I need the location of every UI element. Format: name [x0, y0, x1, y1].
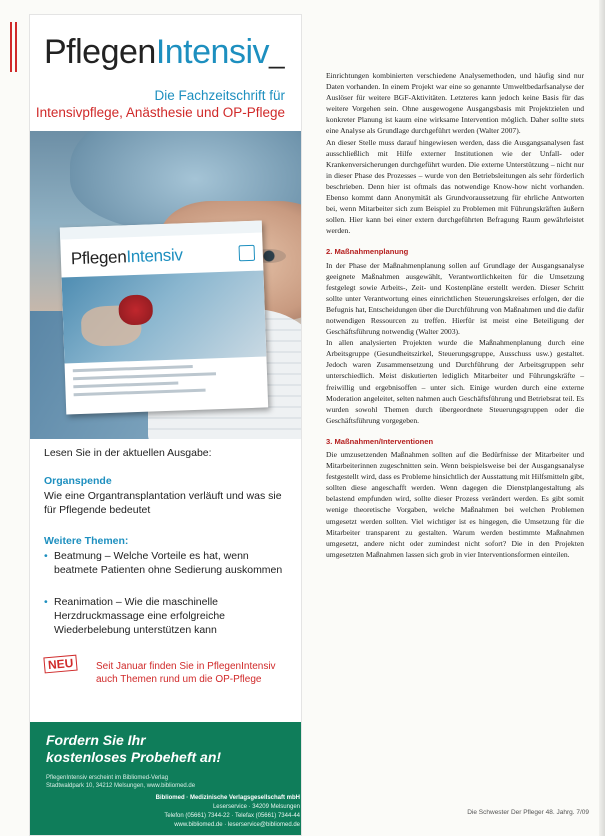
tagline-line1: Die Fachzeitschrift für — [154, 88, 285, 103]
advertisement — [29, 14, 302, 836]
footer-title-line2: kostenloses Probeheft an! — [46, 749, 222, 765]
margin-mark — [15, 22, 17, 72]
footer-contact — [100, 794, 300, 830]
heart-illustration — [118, 294, 153, 325]
footer-contact-address: Leserservice · 34209 Melsungen — [212, 804, 300, 810]
magazine-logo-icon — [239, 245, 256, 262]
article-paragraph: Einrichtungen kombinierten verschiedene Analysemethoden, und häufig sind nur Daten vorhanden. In einem Projekt war eine so genannte Umweltbedarfsanalyse der Auslöser für weitere BGF-Aktivitäten. Letzteres kann jedoch keine Basis für das weitere Vorgehen sein. Ohne ausgewogene Ausgangsbasis mit Projektzielen und konkreter Planung ist kaum eine wirksame Intervention möglich. Daher sollte stets eine Analyse als Grundlage durchgeführt werden (Walter 2007). — [326, 71, 584, 136]
article-paragraph: Die umzusetzenden Maßnahmen sollten auf die Bedürfnisse der Mitarbeiter und Mitarbeiterinnen zugeschnitten sein. Wenn beispielsweise bei der Ausgangsanalyse festgestellt wird, dass es Probleme hinsichtlich der Ausstattung mit Hilfsmitteln gibt, sollten diese angeschafft werden. Wenn dagegen die Dienstplangestaltung als belastend empfunden wird, sollte dieser Prozess verändert werden. Es gibt somit wenige theoretische Vorgaben, welche Maßnahmen bei welchen Problemen umgesetzt werden sollten. Viel wichtiger ist es hingegen, die Umsetzung für die Mitarbeiter transparent zu gestalten. Warum werden bestimmte Maßnahmen umgesetzt, andere nicht oder zumindest nicht sofort? Die in den Projekten umgesetzten Maßnahmen lassen sich grob in vier Interventionsformen einteilen. — [326, 450, 584, 559]
brand-part1: Pflegen — [44, 33, 156, 71]
magazine-text-lines — [73, 364, 224, 401]
new-badge: NEU — [43, 655, 78, 674]
footer-small-line1: PflegenIntensiv erscheint im Bibliomed-Verlag — [46, 775, 169, 781]
magazine-cover — [60, 221, 268, 415]
footer-title — [46, 732, 221, 766]
footer-contact-company: Bibliomed · Medizinische Verlagsgesellschaft mbH — [155, 795, 300, 801]
article-paragraph: In der Phase der Maßnahmenplanung sollen auf Grundlage der Ausgangsanalyse geeignete Maßnahmen ausgewählt, Verantwortlichkeiten für die Umsetzung festgelegt sowie Arbeits-, Zeit- und Kostenpläne erstellt werden. Dieser Schritt sollte unter Verantwortung eines einrichtlichen Steuerungskreises erfolgen, der die Befugnis hat, Entscheidungen über die Durchführung von Maßnahmen und die dafür notwendigen Ressourcen zu treffen. Hierfür ist meist eine Beteiligung der Geschäftsführung notwendig (Walter 2003). — [326, 260, 584, 337]
magazine-brand-part1: Pflegen — [70, 247, 127, 269]
new-notice — [44, 656, 294, 700]
footer-contact-phone: Telefon (05661) 7344-22 · Telefax (05661) 7344-44 — [164, 813, 300, 819]
footer-publisher — [46, 774, 195, 790]
footer-title-line1: Fordern Sie Ihr — [46, 732, 146, 748]
footer-contact-web: www.bibliomed.de · leserservice@bibliomed.de — [174, 822, 300, 828]
section-title-organspende: Organspende — [44, 475, 112, 487]
brand-part2: Intensiv — [155, 33, 270, 71]
section-heading-massnahmenplanung: 2. Maßnahmenplanung — [326, 247, 409, 257]
magazine-brand-part2: Intensiv — [126, 245, 183, 267]
brand-part3: _ — [269, 38, 285, 69]
magazine-brand — [71, 245, 183, 269]
ad-body — [44, 447, 294, 655]
section-text-organspende: Wie eine Organtransplantation verläuft und was sie für Pflegende bedeutet — [44, 490, 282, 516]
margin-mark — [10, 22, 12, 72]
topic-bullet: • Beatmung – Welche Vorteile es hat, wenn beatmete Patienten ohne Sedierung auskommen — [44, 550, 283, 576]
ad-lead: Lesen Sie in der aktuellen Ausgabe: — [44, 447, 212, 459]
page-info: Die Schwester Der Pfleger 48. Jahrg. 7/09 — [467, 809, 589, 816]
section-title-weitere-themen: Weitere Themen: — [44, 535, 129, 547]
ad-header — [30, 15, 302, 131]
article-paragraph: An dieser Stelle muss darauf hingewiesen werden, dass die Ausgangsanalysen fast ausschließlich mit Hilfe externer Institutionen wie der Unfall- oder Krankenversicherungen durchgeführt wurden. Die externe Unterstützung – nicht nur in dieser Phase des Prozesses – wurde von den Betriebsleitungen als sehr förderlich beschrieben. Denn hier ist oftmals das notwendige Know-how nicht vorhanden. Ebenso kommt dann Anonymität als Grundvoraussetzung für ehrliche Antworten bei, wenn Mitarbeiter sich zum Beispiel zu Problemen mit Führungskräften äußern sollen. Hier kann bei einer extern durchgeführten Befragung Raum gewährleistet werden. — [326, 137, 584, 236]
topic-bullet-text: Reanimation – Wie die maschinelle Herzdruckmassage eine erfolgreiche Wiederbelebung unterstützen kann — [54, 596, 225, 636]
topic-bullet-text: Beatmung – Welche Vorteile es hat, wenn beatmete Patienten ohne Sedierung auskommen — [54, 550, 283, 576]
article-column — [326, 70, 584, 560]
topic-bullet: • Reanimation – Wie die maschinelle Herzdruckmassage eine erfolgreiche Wiederbelebung unterstützen kann — [44, 596, 225, 636]
tagline — [36, 87, 285, 121]
tagline-line2: Intensivpflege, Anästhesie und OP-Pflege — [35, 105, 285, 120]
ad-footer — [30, 722, 302, 836]
page-edge — [599, 0, 605, 836]
brand-logo — [44, 35, 284, 69]
new-notice-text: Seit Januar finden Sie in PflegenIntensiv auch Themen rund um die OP-Pflege — [96, 661, 276, 685]
article-paragraph: In allen analysierten Projekten wurde die Maßnahmenplanung durch eine Arbeitsgruppe (Gesundheitszirkel, Steuerungsgruppe, Ausschuss usw.) gestaltet. Jedoch waren Zusammensetzung und Durchführung der Arbeitsgruppen sehr unterschiedlich. Meist diskutierten lediglich Mitarbeiter und Führungskräfte – freiwillig und ergebnisoffen – unter sich. Einige wurden durch eine externe Moderation angeleitet, selten nahmen auch Geschäftsführung und Betriebsrat teil. Es wurden sowohl Themen durch übergeordnete Steuerungsgruppen oder die Geschäftsführung vorgegeben. — [326, 338, 584, 425]
footer-small-line2: Stadtwaldpark 10, 34212 Melsungen, www.bibliomed.de — [46, 783, 196, 789]
section-heading-massnahmen-interventionen: 3. Maßnahmen/Interventionen — [326, 436, 434, 446]
